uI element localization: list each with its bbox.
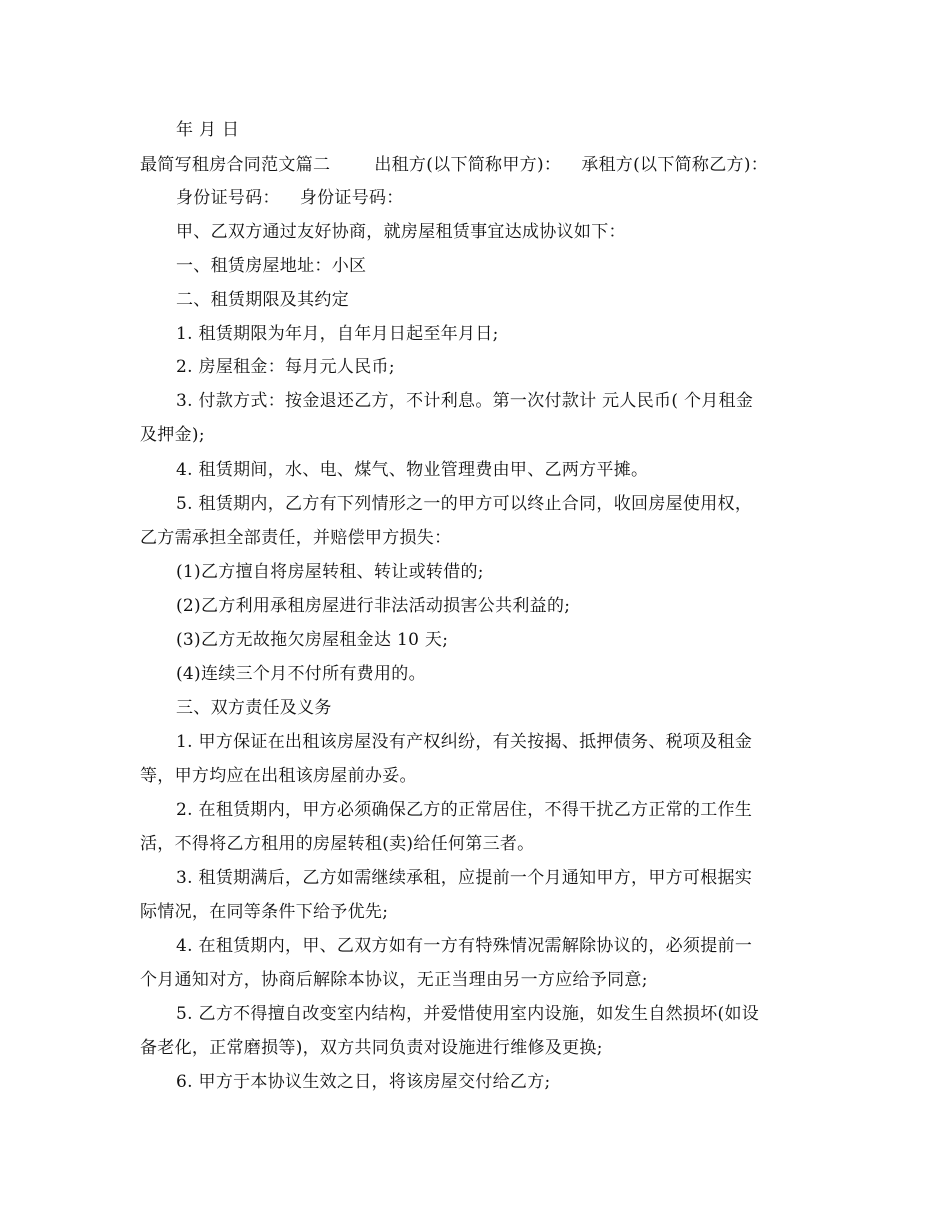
sub-clause-line: (4)连续三个月不付所有费用的。 [176,664,426,684]
clause-line: 3. 付款方式：按金退还乙方，不计利息。第一次付款计 元人民币( 个月租金 [176,391,754,411]
clause-line: 5. 乙方不得擅自改变室内结构，并爱惜使用室内设施，如发生自然损坏(如设 [176,1004,760,1024]
clause-continuation: 备老化，正常磨损等)，双方共同负责对设施进行维修及更换; [140,1038,603,1058]
clause-continuation: 个月通知对方，协商后解除本协议，无正当理由另一方应给予同意; [140,970,648,990]
section-heading: 三、双方责任及义务 [176,698,332,718]
clause-continuation: 乙方需承担全部责任，并赔偿甲方损失： [140,528,452,548]
heading-line [140,155,820,175]
document-heading: 最简写租房合同范文篇二 [140,155,331,175]
clause-line: 1. 租赁期限为年月，自年月日起至年月日; [176,324,499,344]
date-text: 年 月 日 [176,120,240,140]
clause-line: 4. 租赁期间，水、电、煤气、物业管理费由甲、乙两方平摊。 [176,460,649,480]
section-heading: 二、租赁期限及其约定 [176,290,349,310]
clause-line: 4. 在租赁期内，甲、乙双方如有一方有特殊情况需解除协议的，必须提前一 [176,936,753,956]
clause-continuation: 际情况，在同等条件下给予优先; [140,902,389,922]
sub-clause-line: (3)乙方无故拖欠房屋租金达 10 天; [176,630,449,650]
id-lessee-label: 身份证号码： [299,188,404,208]
sub-clause-line: (2)乙方利用承租房屋进行非法活动损害公共利益的; [176,596,571,616]
clause-continuation: 活，不得将乙方租用的房屋转租(卖)给任何第三者。 [140,834,535,854]
clause-line: 2. 房屋租金：每月元人民币; [176,357,395,377]
clause-line: 3. 租赁期满后，乙方如需继续承租，应提前一个月通知甲方，甲方可根据实 [176,868,753,888]
sub-clause-line: (1)乙方擅自将房屋转租、转让或转借的; [176,562,484,582]
section-heading: 一、租赁房屋地址：小区 [176,256,367,276]
clause-line: 2. 在租赁期内，甲方必须确保乙方的正常居住，不得干扰乙方正常的工作生 [176,800,753,820]
id-lessor-label: 身份证号码： [176,188,280,208]
date-line [140,120,856,140]
id-line [140,188,856,208]
clause-line: 1. 甲方保证在出租该房屋没有产权纠纷，有关按揭、抵押债务、税项及租金 [176,732,753,752]
clause-continuation: 等，甲方均应在出租该房屋前办妥。 [140,766,417,786]
clause-line: 6. 甲方于本协议生效之日，将该房屋交付给乙方; [176,1072,551,1092]
clause-line: 5. 租赁期内，乙方有下列情形之一的甲方可以终止合同，收回房屋使用权， [176,494,753,514]
lessor-label: 出租方(以下简称甲方)： [374,155,562,175]
paragraph-line: 甲、乙双方通过友好协商，就房屋租赁事宜达成协议如下： [176,222,626,242]
lessee-label: 承租方(以下简称乙方)： [581,155,769,175]
clause-continuation: 及押金); [140,425,205,445]
